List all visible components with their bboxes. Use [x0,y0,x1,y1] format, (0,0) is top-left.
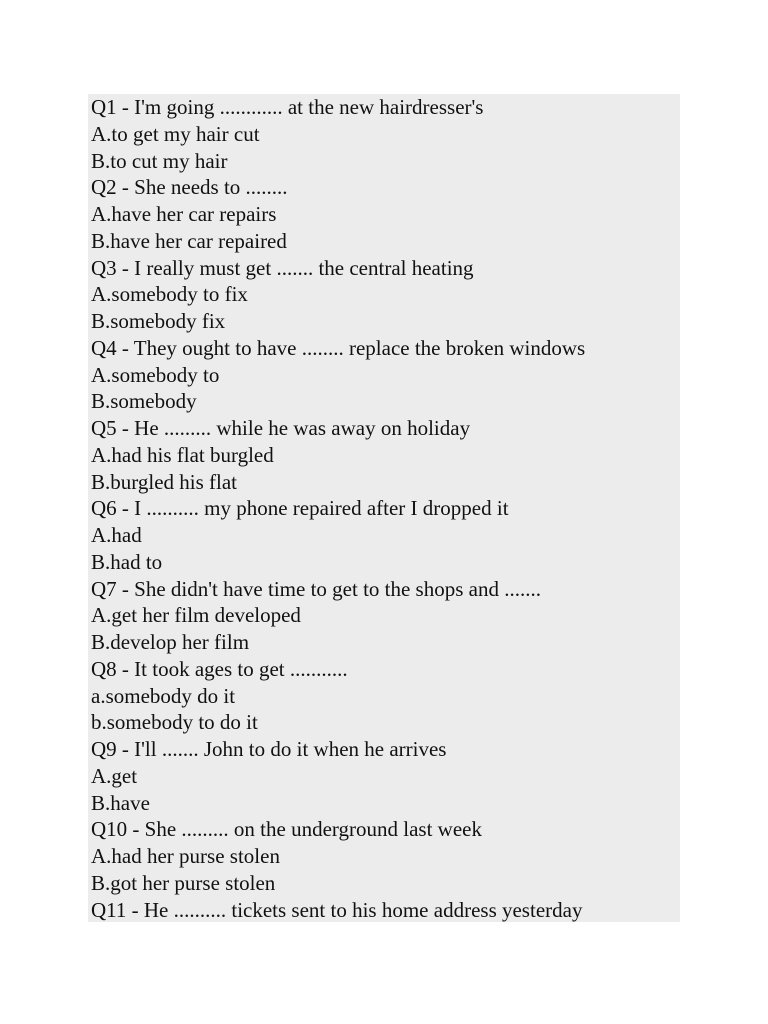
question-1-option-b: B.to cut my hair [91,148,228,173]
question-8-option-b: b.somebody to do it [91,710,258,735]
question-6: Q6 - I .......... my phone repaired after I dropped it [91,496,509,521]
question-4: Q4 - They ought to have ........ replace the broken windows [91,335,586,360]
question-10-option-b: B.got her purse stolen [91,870,276,895]
question-7-option-b: B.develop her film [91,630,250,654]
question-10-option-a: A.had her purse stolen [91,844,280,868]
question-8: Q8 - It took ages to get ........... [91,656,348,681]
question-9-option-b: B.have [91,790,150,815]
question-5: Q5 - He ......... while he was away on holiday [91,416,471,440]
question-6-option-a: A.had [91,523,142,547]
question-1: Q1 - I'm going ............ at the new hairdresser's [91,95,484,119]
question-3: Q3 - I really must get ....... the central heating [91,255,474,280]
question-6-option-b: B.had to [91,549,163,574]
question-2: Q2 - She needs to ........ [91,175,288,200]
question-3-option-a: A.somebody to fix [91,282,248,307]
question-9: Q9 - I'll ....... John to do it when he arrives [91,737,447,761]
question-8-option-a: a.somebody do it [91,683,236,708]
question-1-option-a: A.to get my hair cut [91,121,260,146]
question-2-option-b: B.have her car repaired [91,228,287,253]
question-4-option-a: A.somebody to [91,362,220,387]
question-5-option-a: A.had his flat burgled [91,442,274,467]
question-4-option-b: B.somebody [91,389,197,414]
question-9-option-a: A.get [91,763,138,788]
question-5-option-b: B.burgled his flat [91,469,238,494]
question-2-option-a: A.have her car repairs [91,202,277,226]
question-7-option-a: A.get her film developed [91,603,301,628]
question-10: Q10 - She ......... on the underground last week [91,817,482,842]
question-7: Q7 - She didn't have time to get to the shops and ....... [91,576,541,601]
question-11: Q11 - He .......... tickets sent to his home address yesterday [91,897,583,922]
question-3-option-b: B.somebody fix [91,309,226,333]
quiz-text-block [88,94,680,922]
